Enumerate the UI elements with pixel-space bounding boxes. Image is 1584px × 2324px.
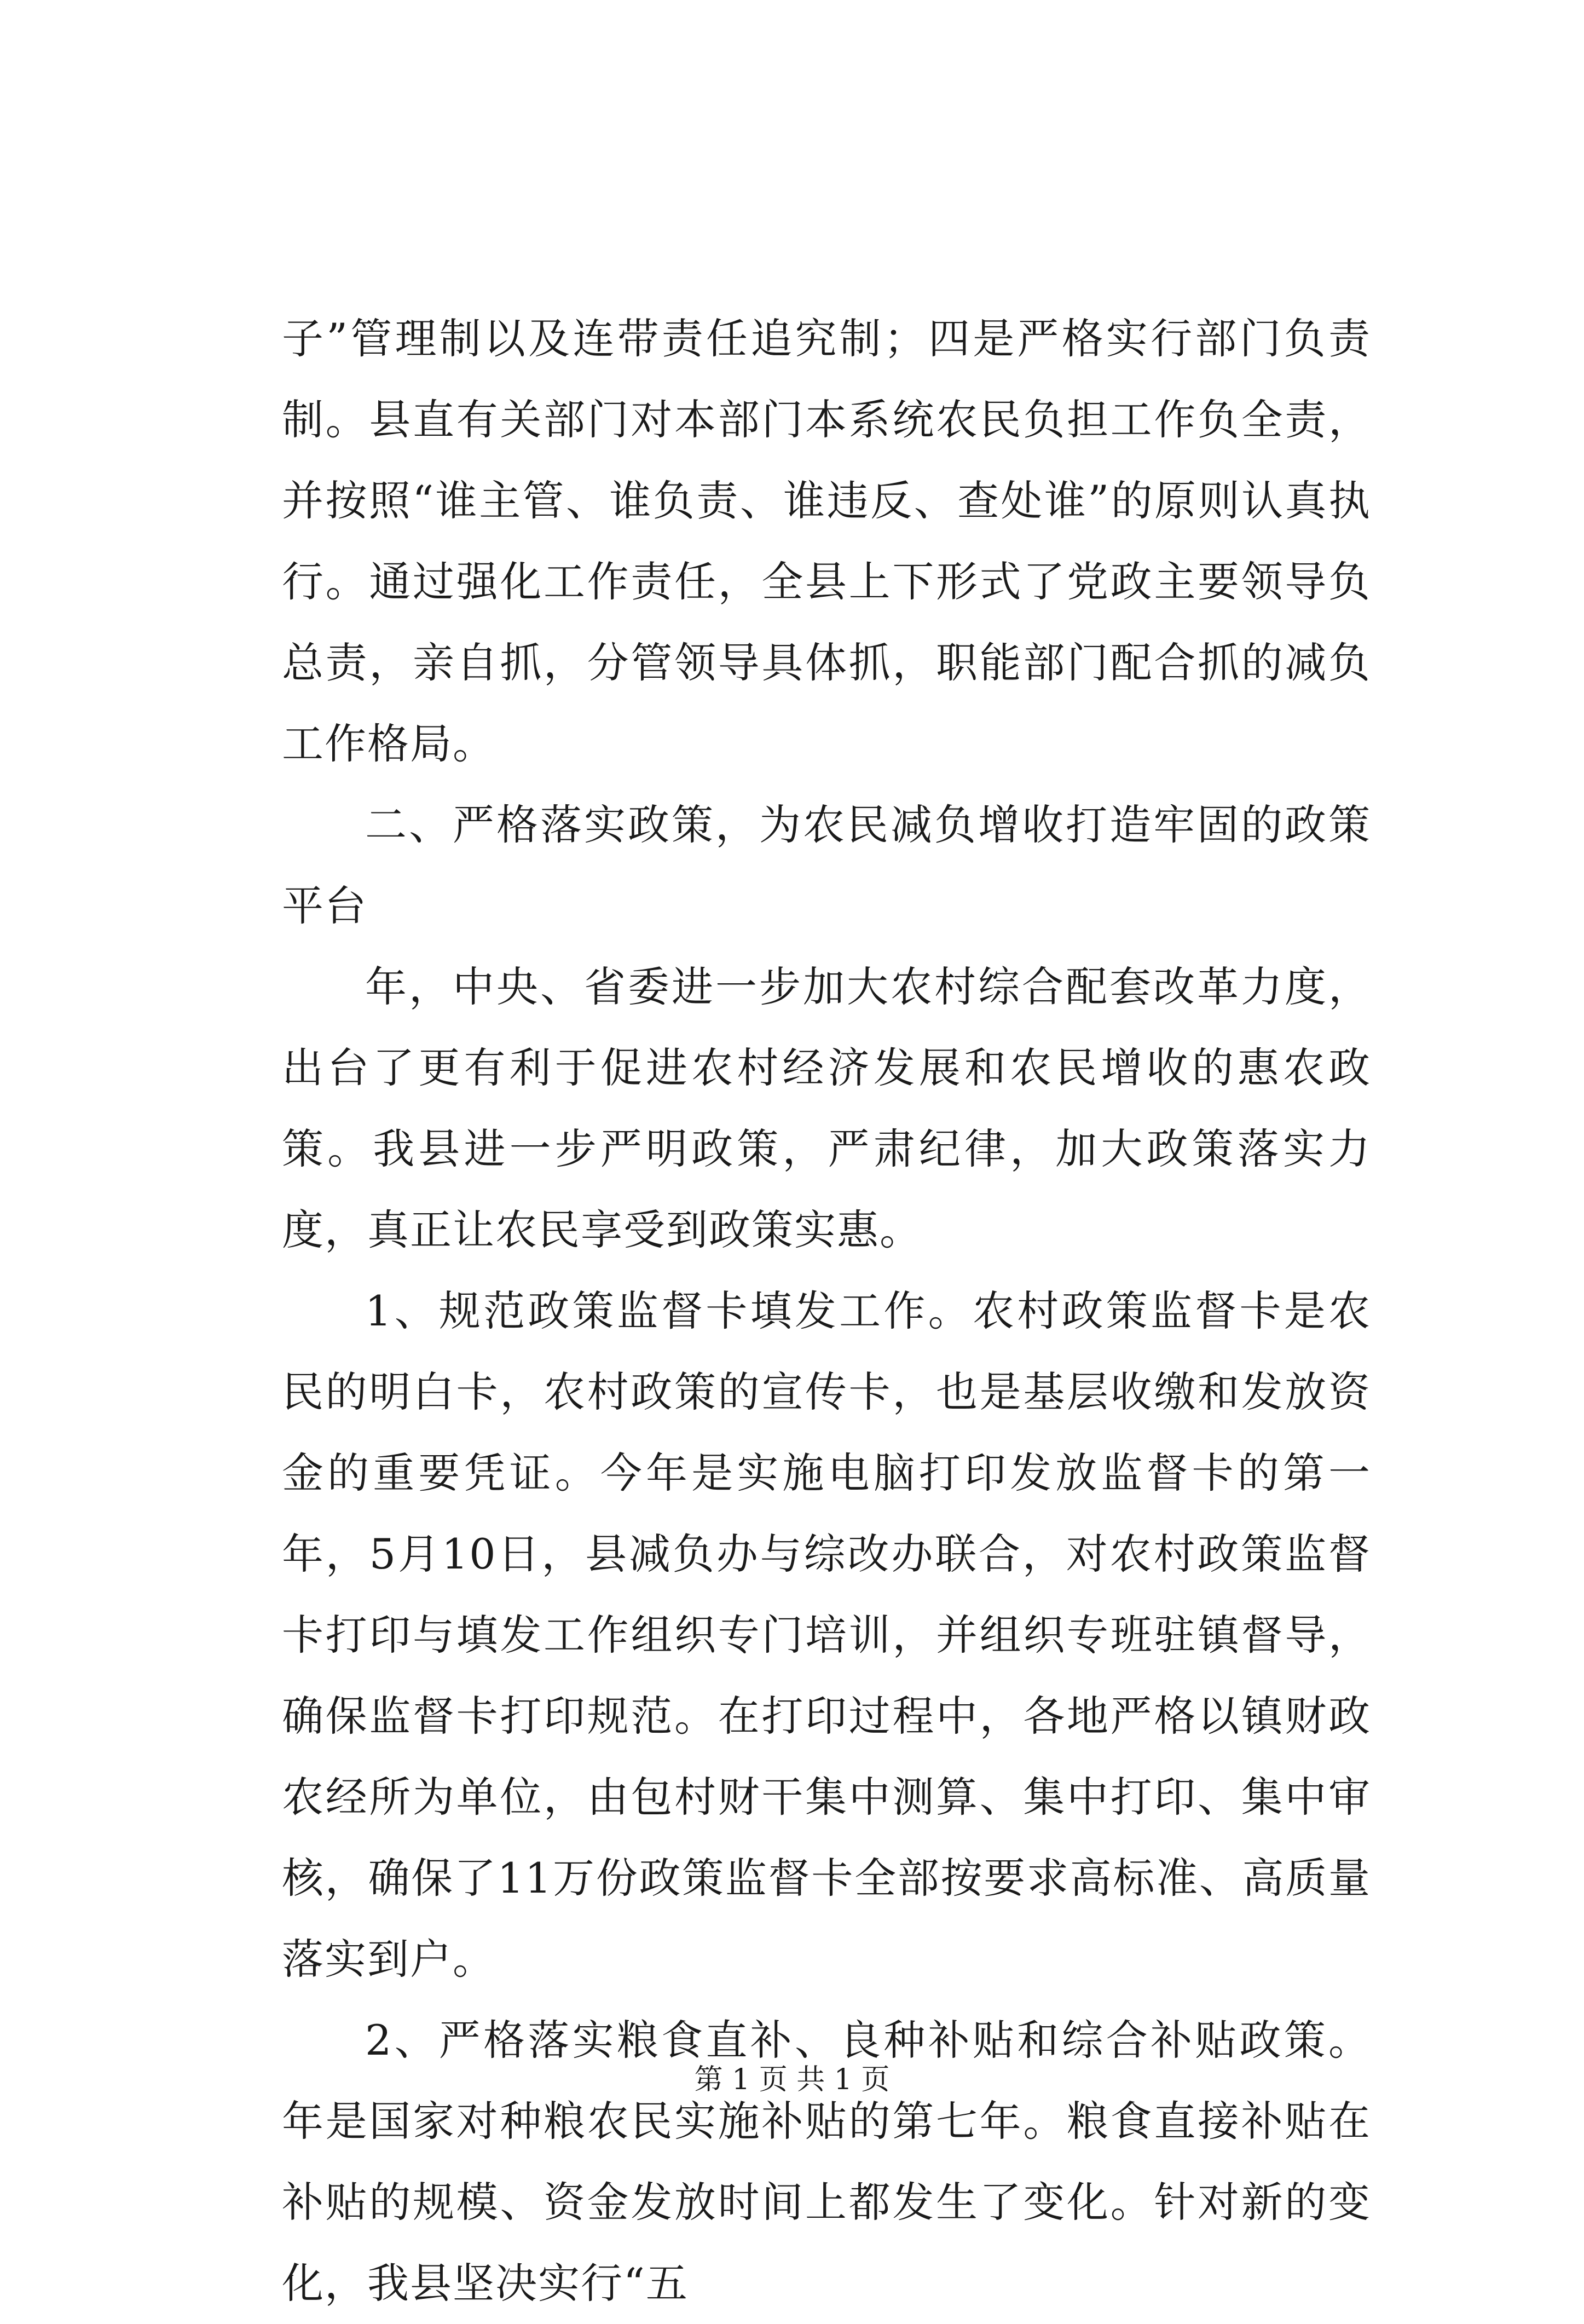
paragraph: 1、规范政策监督卡填发工作。农村政策监督卡是农民的明白卡，农村政策的宣传卡，也是基层收缴和发放资金的重要凭证。今年是实施电脑打印发放监督卡的第一年，5月10日，县减负办与综改办联合，对农村政策监督卡打印与填发工作组织专门培训，并组织专班驻镇督导，确保监督卡打印规范。在打印过程中，各地严格以镇财政农经所为单位，由包村财干集中测算、集中打印、集中审核，确保了11万份政策监督卡全部按要求高标准、高质量落实到户。 <box>282 1287 1371 1983</box>
paragraph: 年，中央、省委进一步加大农村综合配套改革力度，出台了更有利于促进农村经济发展和农民增收的惠农政策。我县进一步严明政策，严肃纪律，加大政策落实力度，真正让农民享受到政策实惠。 <box>282 962 1371 1254</box>
page-footer: 第 1 页 共 1 页 <box>694 2063 890 2096</box>
paragraph: 2、严格落实粮食直补、良种补贴和综合补贴政策。年是国家对种粮农民实施补贴的第七年。粮食直接补贴在补贴的规模、资金发放时间上都发生了变化。针对新的变化，我县坚决实行“五 <box>282 2016 1371 2308</box>
section-heading: 二、严格落实政策，为农民减负增收打造牢固的政策平台 <box>282 800 1371 930</box>
document-body <box>282 298 1371 2324</box>
paragraph-continuation: 子”管理制以及连带责任追究制；四是严格实行部门负责制。县直有关部门对本部门本系统农民负担工作负全责，并按照“谁主管、谁负责、谁违反、查处谁”的原则认真执行。通过强化工作责任，全县上下形式了党政主要领导负总责，亲自抓，分管领导具体抓，职能部门配合抓的减负工作格局。 <box>282 314 1371 768</box>
